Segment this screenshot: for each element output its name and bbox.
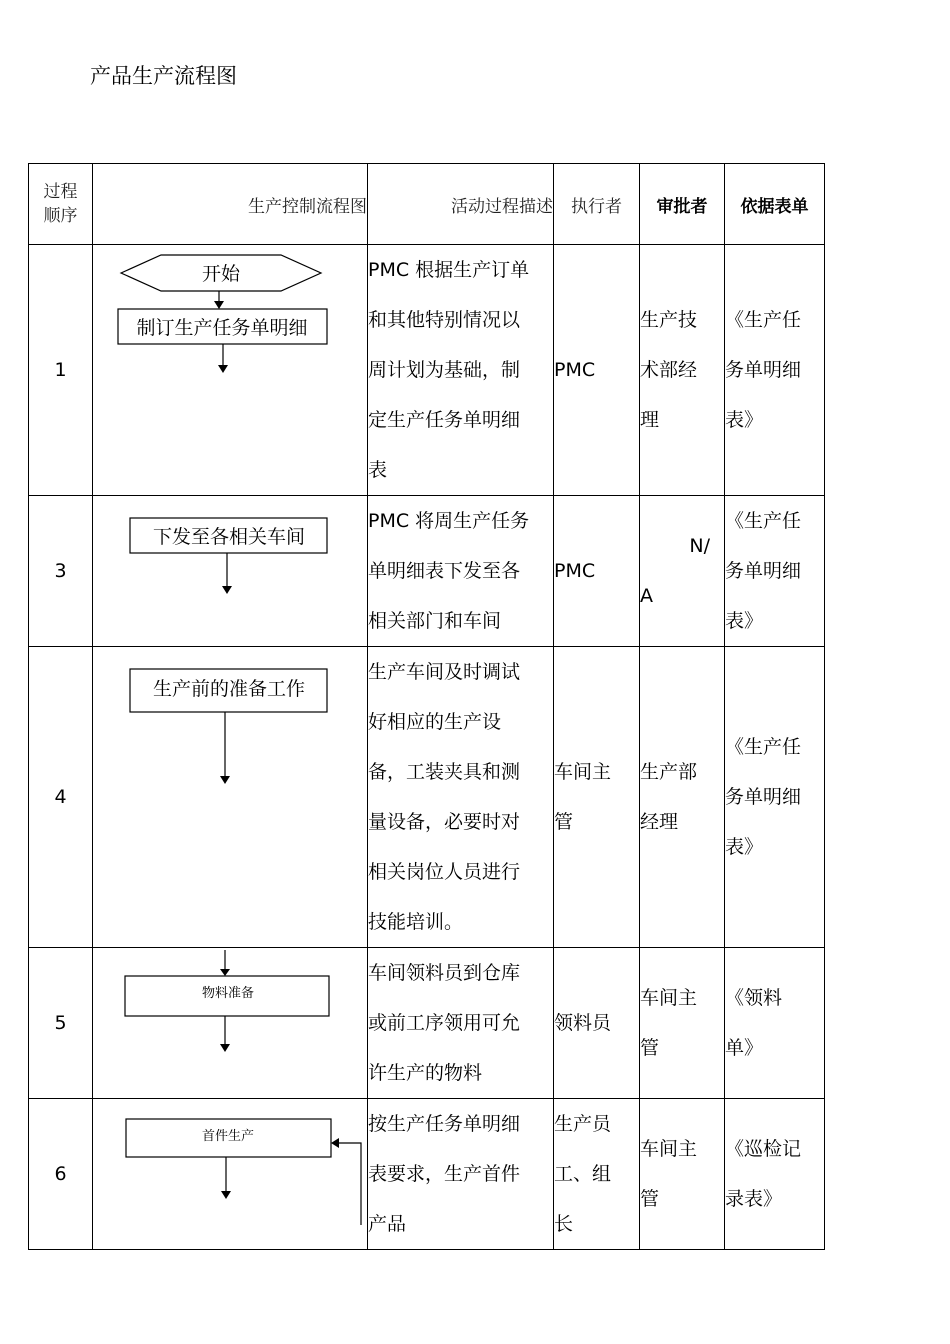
arrow-head-icon: [220, 1044, 230, 1052]
arrow-head-icon: [218, 365, 228, 373]
arrow-head-icon: [220, 969, 230, 976]
basis-form-cell: 《生产任 务单明细 表》: [725, 245, 825, 496]
flowchart-step-6: [93, 1099, 368, 1249]
arrow-head-icon: [221, 1191, 231, 1199]
flowchart-cell: [93, 647, 368, 948]
flowchart-cell: [93, 948, 368, 1099]
row-sequence: 5: [29, 948, 93, 1099]
activity-description: 生产车间及时调试 好相应的生产设 备，工装夹具和测 量设备，必要时对 相关岗位人员进行 技能培训。: [368, 647, 554, 948]
flowchart-step-1: [93, 245, 368, 495]
approver-cell: 生产部 经理: [640, 647, 725, 948]
feedback-arrow-head-icon: [331, 1138, 339, 1148]
start-label: 开始: [201, 263, 241, 285]
process-box-label: 制订生产任务单明细: [136, 317, 308, 339]
process-box-label: 下发至各相关车间: [152, 526, 306, 548]
table-row: [29, 948, 825, 1099]
process-flow-table: [28, 163, 825, 1250]
approver-text-part1: N/: [689, 535, 710, 557]
header-executor: 执行者: [554, 164, 640, 245]
basis-form-cell: 《生产任 务单明细 表》: [725, 496, 825, 647]
document-title: 产品生产流程图: [90, 64, 237, 88]
row-sequence: 6: [29, 1099, 93, 1250]
table-row: [29, 245, 825, 496]
arrow-head-icon: [214, 301, 224, 309]
flowchart-step-5: [93, 948, 368, 1098]
header-row: [29, 164, 825, 245]
arrow-head-icon: [220, 776, 230, 784]
flowchart-step-3: [93, 496, 368, 646]
row-sequence: 4: [29, 647, 93, 948]
activity-description: 按生产任务单明细 表要求，生产首件 产品: [368, 1099, 554, 1250]
feedback-loop-line: [339, 1143, 361, 1225]
process-box-label: 首件生产: [201, 1129, 255, 1144]
flowchart-cell: [93, 1099, 368, 1250]
approver-cell: 车间主 管: [640, 1099, 725, 1250]
header-sequence: 过程 顺序: [29, 164, 93, 245]
activity-description: PMC 将周生产任务 单明细表下发至各 相关部门和车间: [368, 496, 554, 647]
process-box-label: 生产前的准备工作: [152, 678, 306, 700]
header-activity: 活动过程描述: [368, 164, 554, 245]
executor-cell: 领料员: [554, 948, 640, 1099]
header-approver: 审批者: [640, 164, 725, 245]
executor-cell: 车间主 管: [554, 647, 640, 948]
header-basis: 依据表单: [725, 164, 825, 245]
activity-description: PMC 根据生产订单 和其他特别情况以 周计划为基础，制 定生产任务单明细 表: [368, 245, 554, 496]
flowchart-cell: [93, 245, 368, 496]
approver-cell: [640, 496, 725, 647]
executor-cell: 生产员 工、组 长: [554, 1099, 640, 1250]
header-flowchart: 生产控制流程图: [93, 164, 368, 245]
basis-form-cell: 《领料 单》: [725, 948, 825, 1099]
executor-cell: PMC: [554, 245, 640, 496]
arrow-head-icon: [222, 586, 232, 594]
table-row: [29, 496, 825, 647]
basis-form-cell: 《生产任 务单明细 表》: [725, 647, 825, 948]
process-box-label: 物料准备: [201, 986, 255, 1001]
row-sequence: 1: [29, 245, 93, 496]
executor-cell: PMC: [554, 496, 640, 647]
flowchart-cell: [93, 496, 368, 647]
approver-cell: 车间主 管: [640, 948, 725, 1099]
approver-cell: 生产技 术部经 理: [640, 245, 725, 496]
row-sequence: 3: [29, 496, 93, 647]
activity-description: 车间领料员到仓库 或前工序领用可允 许生产的物料: [368, 948, 554, 1099]
flowchart-step-4: [93, 647, 368, 947]
table-row: [29, 1099, 825, 1250]
table-row: [29, 647, 825, 948]
approver-text-part2: A: [640, 585, 653, 607]
basis-form-cell: 《巡检记 录表》: [725, 1099, 825, 1250]
